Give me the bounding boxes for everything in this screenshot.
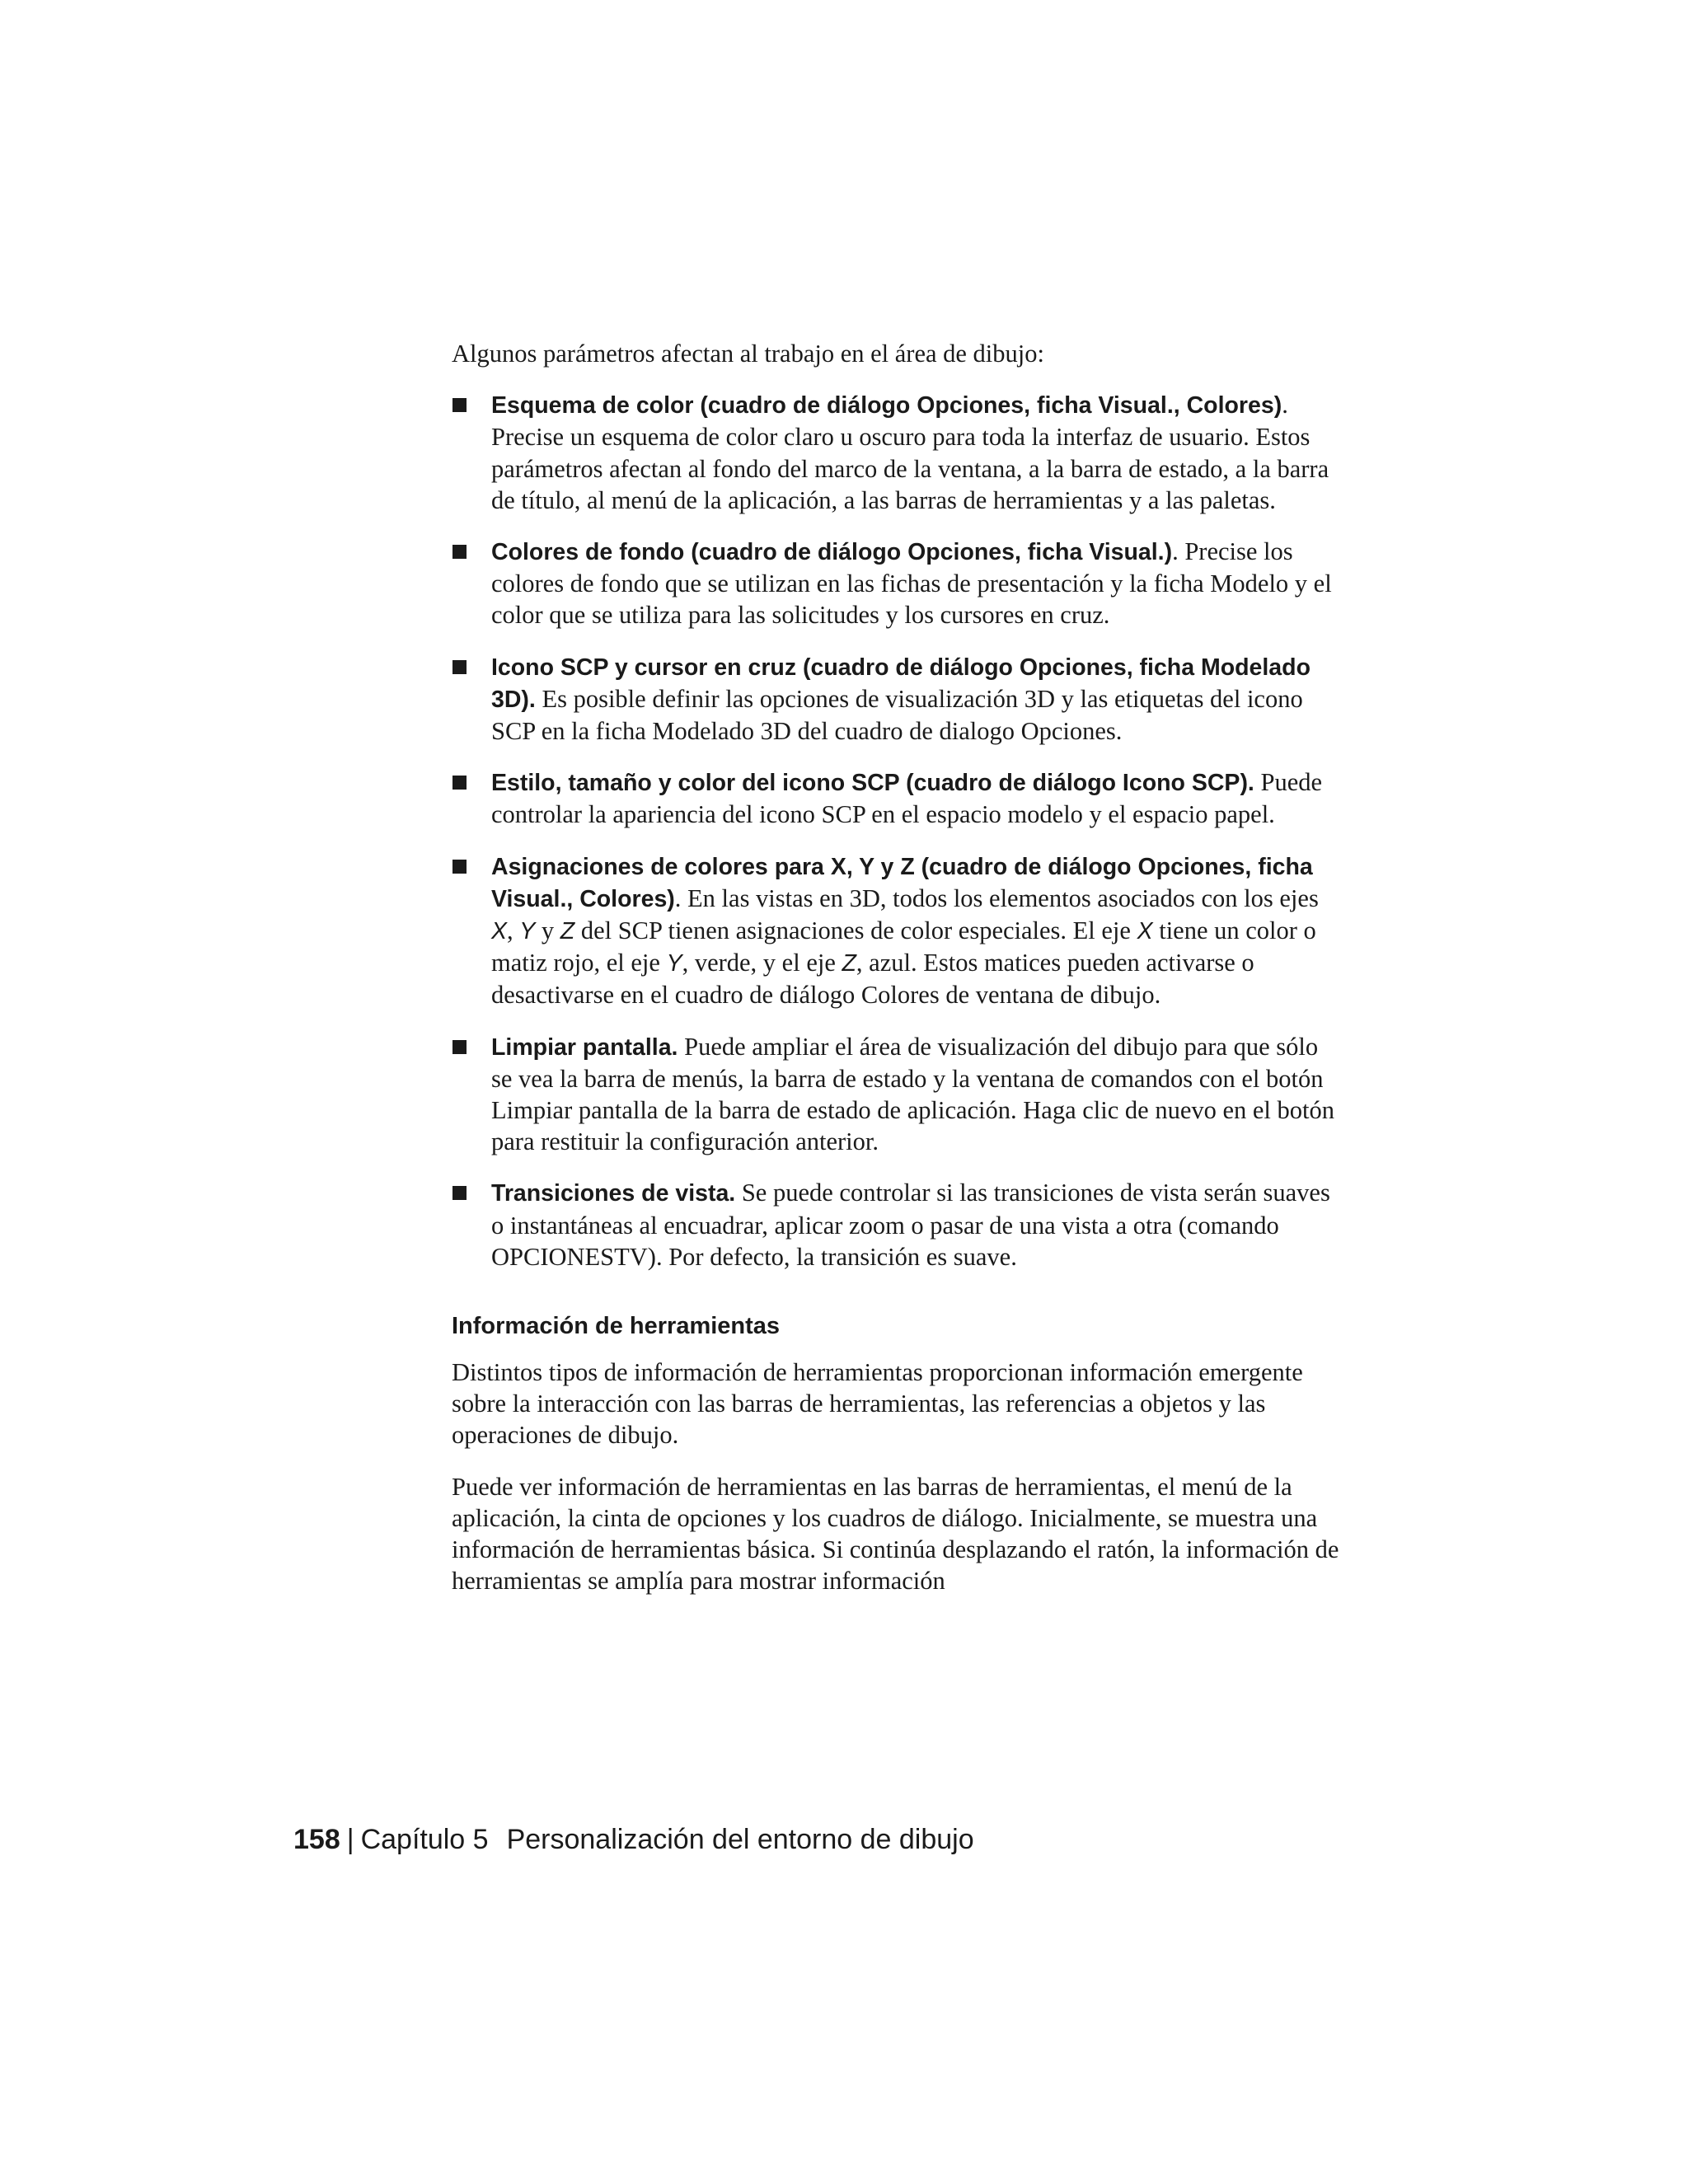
square-bullet-icon [452,1040,467,1054]
axis-y: Y [666,950,682,977]
bullet-ucs-icon-crosshair [452,651,1342,748]
axis-y: Y [519,918,536,945]
settings-bullet-list [452,389,1342,1272]
intro-paragraph: Algunos parámetros afectan al trabajo en el área de dibujo: [452,340,1044,368]
bullet-background-colors [452,536,1342,631]
axis-x: X [491,918,508,945]
axis-z: Z [842,950,856,977]
bullet-text: Puede ampliar el área de visualización del dibujo para que sólo se vea la barra de menús, la barra de estado y la ventana de comandos con el botón Limpiar pantalla de la barra de estado de aplicación. Haga clic de nuevo en el botón para restituir la configuración anterior. [491,1032,1335,1156]
page-footer [293,1821,974,1858]
bullet-text: . En las vistas en 3D, todos los elementos asociados con los ejes [674,883,1319,912]
section-paragraph-1: Distintos tipos de información de herramientas proporcionan información emergente sobre la interacción con las barras de herramientas, las referencias a objetos y las operaciones de dibujo. [452,1358,1303,1450]
section-paragraph-2: Puede ver información de herramientas en las barras de herramientas, el menú de la aplicación, la cinta de opciones y los cuadros de diálogo. Inicialmente, se muestra una información de herramientas básica. Si continúa desplazando el ratón, la información de herramientas se amplía para mostrar información [452,1472,1339,1596]
bullet-text: tiene un color o matiz rojo, el eje [491,916,1316,977]
bullet-text: Es posible definir las opciones de visualización 3D y las etiquetas del icono SCP en la ficha Modelado 3D del cuadro de dialogo Opciones. [491,684,1303,746]
square-bullet-icon [452,545,467,559]
bullet-text: . Precise un esquema de color claro u oscuro para toda la interfaz de usuario. Estos parámetros afectan al fondo del marco de la ventana, a la barra de estado, a la barra de título, al menú de la aplicación, a las barras de herramientas y a las paletas. [491,391,1329,514]
square-bullet-icon [452,776,467,790]
bullet-text: Puede controlar la apariencia del icono SCP en el espacio modelo y el espacio papel. [491,768,1323,829]
chapter-label: Capítulo 5 [360,1824,489,1855]
bullet-term: Icono SCP y cursor en cruz (cuadro de diálogo Opciones, ficha Modelado 3D). [491,654,1311,713]
bullet-term: Transiciones de vista. [491,1180,736,1207]
page-number: 158 [293,1824,340,1855]
bullet-color-scheme [452,389,1342,516]
square-bullet-icon [452,1186,467,1200]
bullet-text: , azul. Estos matices pueden activarse o desactivarse en el cuadro de diálogo Colores de ventana de dibujo. [491,949,1254,1010]
square-bullet-icon [452,398,467,412]
axis-z: Z [560,918,575,945]
section-heading: Información de herramientas [452,1313,781,1340]
bullet-term: Estilo, tamaño y color del icono SCP (cuadro de diálogo Icono SCP). [491,770,1254,797]
bullet-term: Limpiar pantalla. [491,1033,678,1061]
bullet-term: Asignaciones de colores para X, Y y Z (cuadro de diálogo Opciones, ficha Visual., Colores) [491,853,1313,912]
footer-separator: | [346,1824,354,1855]
bullet-text: , verde, y el eje [682,949,842,977]
axis-x: X [1137,918,1153,945]
bullet-text: Se puede controlar si las transiciones de vista serán suaves o instantáneas al encuadrar, aplicar zoom o pasar de una vista a otra (comando OPCIONESTV). Por defecto, la transición es suave. [491,1179,1330,1271]
bullet-term: Colores de fondo (cuadro de diálogo Opciones, ficha Visual.) [491,539,1173,566]
bullet-xyz-colors [452,851,1342,1011]
square-bullet-icon [452,860,467,874]
bullet-text: . Precise los colores de fondo que se utilizan en las fichas de presentación y la ficha Modelo y el color que se utiliza para las solicitudes y los cursores en cruz. [491,537,1332,630]
bullet-view-transitions [452,1177,1342,1272]
bullet-term: Esquema de color (cuadro de diálogo Opciones, ficha Visual., Colores) [491,392,1282,419]
bullet-text: , [507,916,520,945]
bullet-ucs-icon-style [452,766,1342,830]
bullet-clean-screen [452,1031,1342,1158]
bullet-text: y [535,916,560,945]
chapter-title: Personalización del entorno de dibujo [506,1824,974,1855]
text-column [452,338,1342,1617]
bullet-text: del SCP tienen asignaciones de color especiales. El eje [574,916,1137,945]
square-bullet-icon [452,660,467,674]
